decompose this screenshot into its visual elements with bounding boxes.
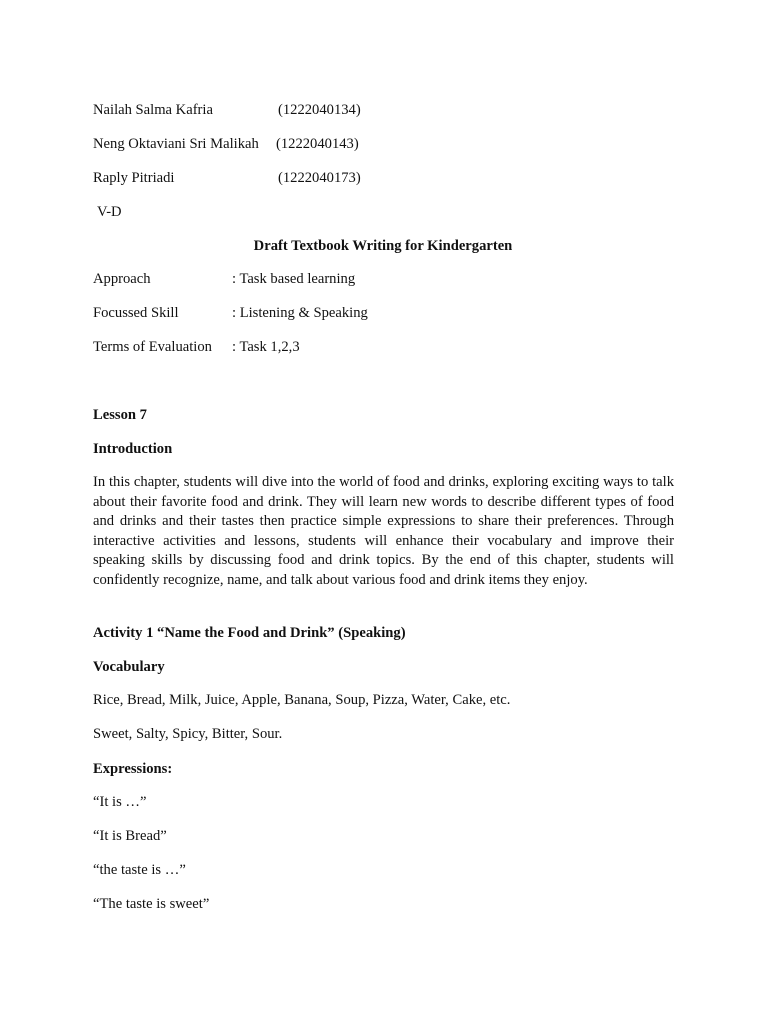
expression-item: “It is …”: [93, 794, 147, 810]
meta-label: Approach: [93, 271, 151, 287]
meta-label: Focussed Skill: [93, 305, 179, 321]
author-id: (1222040143): [276, 136, 359, 152]
expression-item: “It is Bread”: [93, 828, 167, 844]
expression-item: “the taste is …”: [93, 862, 186, 878]
author-id: (1222040134): [278, 102, 361, 118]
lesson-heading: Lesson 7: [93, 407, 147, 423]
author-name: Nailah Salma Kafria: [93, 102, 213, 118]
author-name: Neng Oktaviani Sri Malikah: [93, 136, 259, 152]
expressions-heading: Expressions:: [93, 761, 173, 777]
author-row: [93, 135, 359, 153]
introduction-heading: Introduction: [93, 441, 173, 457]
vocabulary-heading: Vocabulary: [93, 659, 165, 675]
author-row: [93, 169, 361, 187]
document-title: Draft Textbook Writing for Kindergarten: [253, 238, 513, 254]
class-label: V-D: [97, 204, 122, 220]
meta-value: : Task based learning: [232, 271, 356, 287]
author-name: Raply Pitriadi: [93, 170, 175, 186]
expression-item: “The taste is sweet”: [93, 896, 210, 912]
introduction-paragraph: In this chapter, students will dive into the world of food and drinks, exploring exciting ways to talk about their favorite food and drink. They will learn new words to describe different types of food and drinks and their tastes then practice simple expressions to share their preferences. Through interactive activities and lessons, students will enhance their vocabulary and improve their speaking skills by discussing food and drink topics. By the end of this chapter, students will confidently recognize, name, and talk about various food and drink items they enjoy.: [93, 474, 674, 588]
activity-heading: Activity 1 “Name the Food and Drink” (Speaking): [93, 625, 406, 641]
author-id: (1222040173): [278, 170, 361, 186]
meta-row-evaluation: [93, 338, 300, 356]
vocabulary-foods: Rice, Bread, Milk, Juice, Apple, Banana, Soup, Pizza, Water, Cake, etc.: [93, 692, 511, 708]
meta-value: : Task 1,2,3: [232, 339, 300, 355]
meta-value: : Listening & Speaking: [232, 305, 368, 321]
author-row: [93, 101, 361, 119]
meta-row-skill: [93, 304, 368, 322]
meta-row-approach: [93, 270, 356, 288]
vocabulary-tastes: Sweet, Salty, Spicy, Bitter, Sour.: [93, 726, 283, 742]
meta-label: Terms of Evaluation: [93, 339, 212, 355]
